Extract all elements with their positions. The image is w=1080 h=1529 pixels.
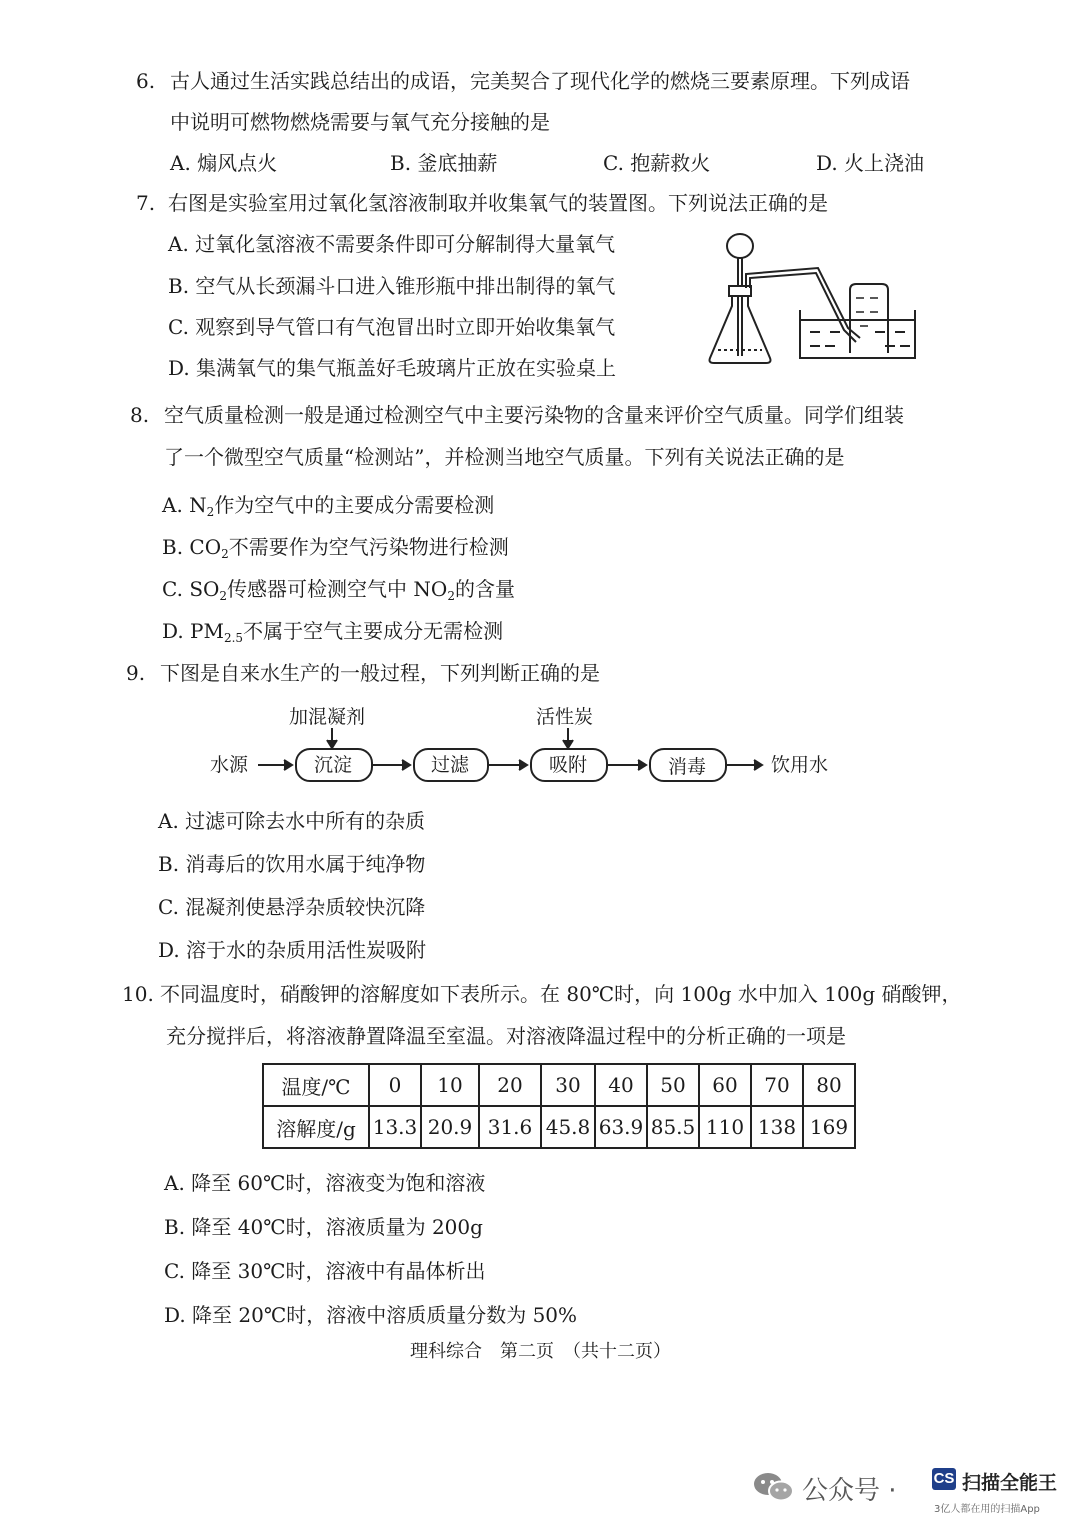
- q6-stem-line1: 古人通过生活实践总结出的成语，完美契合了现代化学的燃烧三要素原理。下列成语: [170, 69, 910, 93]
- q6-stem-line2: 中说明可燃物燃烧需要与氧气充分接触的是: [170, 110, 550, 134]
- flow-step-sedimentation: 沉淀: [314, 754, 353, 776]
- camscanner-name: 扫描全能王: [962, 1472, 1058, 1494]
- q9-option-b: B. 消毒后的饮用水属于纯净物: [158, 852, 426, 876]
- water-lines: [810, 332, 910, 346]
- q10-option-c: C. 降至 30℃时，溶液中有晶体析出: [164, 1259, 486, 1283]
- q9-option-c: C. 混凝剂使悬浮杂质较快沉降: [158, 895, 426, 919]
- camscanner-badge: CS: [932, 1468, 956, 1490]
- arrowhead-2: [402, 760, 410, 770]
- arrowhead-5: [754, 760, 762, 770]
- flow-step-disinfection: 消毒: [668, 756, 707, 778]
- conical-flask: [710, 286, 771, 363]
- wechat-public-account-label: 公众号 ·: [802, 1476, 897, 1506]
- solubility-table: [262, 1063, 856, 1149]
- q10-stem-line1: 不同温度时，硝酸钾的溶解度如下表所示。在 80℃时，向 100g 水中加入 100g 硝酸钾，: [160, 982, 962, 1006]
- flow-source: 水源: [210, 754, 249, 776]
- oxygen-apparatus-diagram: [700, 228, 920, 373]
- table-cell: 45.8: [541, 1106, 595, 1148]
- q9-option-a: A. 过滤可除去水中所有的杂质: [158, 809, 426, 833]
- table-cell: 169: [803, 1106, 855, 1148]
- arrowhead-additive-2: [563, 740, 573, 748]
- camscanner-tagline: 3亿人都在用的扫描App: [934, 1504, 1040, 1515]
- q8-number: 8.: [130, 403, 150, 427]
- water-treatment-flowchart: [200, 700, 860, 800]
- q10-stem-line2: 充分搅拌后，将溶液静置降温至室温。对溶液降温过程中的分析正确的一项是: [166, 1024, 846, 1048]
- table-cell: 85.5: [647, 1106, 699, 1148]
- table-cell: 31.6: [479, 1106, 541, 1148]
- table-cell: 20: [479, 1064, 541, 1106]
- stopper: [729, 286, 751, 296]
- delivery-tube-2: [750, 273, 856, 342]
- q7-option-a: A. 过氧化氢溶液不需要条件即可分解制得大量氧气: [168, 232, 616, 256]
- flow-additive-carbon: 活性炭: [536, 706, 594, 728]
- table-cell: 10: [421, 1064, 479, 1106]
- flow-step-filtration: 过滤: [431, 754, 470, 776]
- table-cell: 13.3: [369, 1106, 421, 1148]
- q10-option-d: D. 降至 20℃时，溶液中溶质质量分数为 50%: [164, 1303, 578, 1327]
- wechat-icon: [752, 1470, 796, 1504]
- arrowhead-1: [284, 760, 292, 770]
- q6-option-b: B. 釜底抽薪: [390, 151, 498, 175]
- q8-option-c: C. $SO_2$传感器可检测空气中 $NO_2$的含量: [162, 577, 515, 603]
- page-footer: 理科综合 第二页 （共十二页）: [410, 1341, 671, 1362]
- flow-step-adsorption: 吸附: [549, 754, 588, 776]
- flow-output: 饮用水: [771, 754, 829, 776]
- q8-stem-line1: 空气质量检测一般是通过检测空气中主要污染物的含量来评价空气质量。同学们组装: [164, 403, 904, 427]
- q9-option-d: D. 溶于水的杂质用活性炭吸附: [158, 938, 427, 962]
- q9-stem: 下图是自来水生产的一般过程，下列判断正确的是: [160, 661, 600, 685]
- arrowhead-4: [638, 760, 646, 770]
- table-cell: 80: [803, 1064, 855, 1106]
- q7-option-b: B. 空气从长颈漏斗口进入锥形瓶中排出制得的氧气: [168, 274, 616, 298]
- table-cell: 50: [647, 1064, 699, 1106]
- table-cell: 60: [699, 1064, 751, 1106]
- table-row-solubility: [263, 1106, 855, 1148]
- table-cell: 110: [699, 1106, 751, 1148]
- table-cell: 138: [751, 1106, 803, 1148]
- table-cell: 63.9: [595, 1106, 647, 1148]
- q8-option-d: D. $PM_{2.5}$不属于空气主要成分无需检测: [162, 619, 504, 645]
- water-trough: [800, 310, 915, 358]
- flow-additive-coagulant: 加混凝剂: [289, 706, 366, 728]
- q9-number: 9.: [126, 661, 146, 685]
- q8-option-b: B. $CO_2$不需要作为空气污染物进行检测: [162, 535, 509, 561]
- arrowhead-additive-1: [327, 740, 337, 748]
- table-cell: 0: [369, 1064, 421, 1106]
- q10-number: 10.: [122, 982, 154, 1006]
- q10-option-b: B. 降至 40℃时，溶液质量为 200g: [164, 1215, 483, 1239]
- table-cell: 40: [595, 1064, 647, 1106]
- table-cell: 30: [541, 1064, 595, 1106]
- q8-stem-line2: 了一个微型空气质量“检测站”，并检测当地空气质量。下列有关说法正确的是: [164, 445, 845, 469]
- q6-option-d: D. 火上浇油: [816, 151, 925, 175]
- funnel-bulb: [727, 234, 753, 258]
- q6-option-c: C. 抱薪救火: [603, 151, 711, 175]
- gas-jar: [850, 284, 888, 353]
- q7-option-c: C. 观察到导气管口有气泡冒出时立即开始收集氧气: [168, 315, 616, 339]
- q10-option-a: A. 降至 60℃时，溶液变为饱和溶液: [164, 1171, 486, 1195]
- table-header-temperature: 温度/℃: [263, 1064, 369, 1106]
- table-row-temperature: [263, 1064, 855, 1106]
- q6-number: 6.: [136, 69, 156, 93]
- table-cell: 20.9: [421, 1106, 479, 1148]
- q6-option-a: A. 煽风点火: [170, 151, 278, 175]
- q8-option-a: A. $N_2$作为空气中的主要成分需要检测: [162, 493, 495, 519]
- q7-option-d: D. 集满氧气的集气瓶盖好毛玻璃片正放在实验桌上: [168, 356, 617, 380]
- table-header-solubility: 溶解度/g: [263, 1106, 369, 1148]
- table-cell: 70: [751, 1064, 803, 1106]
- arrowhead-3: [519, 760, 527, 770]
- q7-stem: 右图是实验室用过氧化氢溶液制取并收集氧气的装置图。下列说法正确的是: [168, 191, 828, 215]
- gas-bubbles: [856, 298, 878, 326]
- q7-number: 7.: [136, 191, 156, 215]
